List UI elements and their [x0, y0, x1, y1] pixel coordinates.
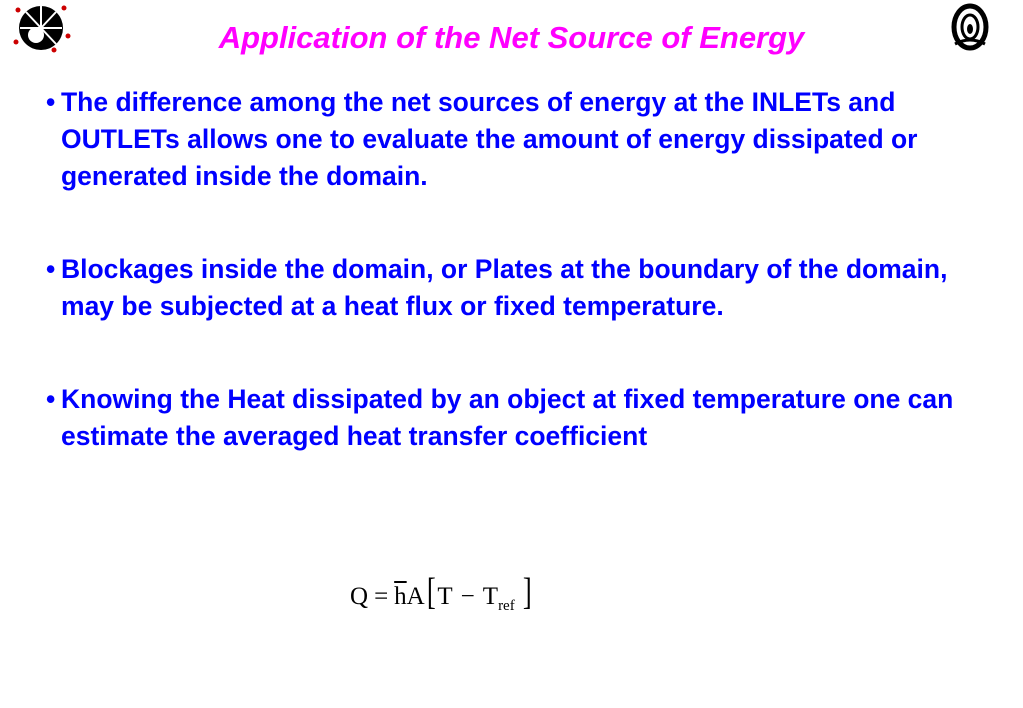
bullet-item	[44, 251, 974, 325]
heat-transfer-equation	[350, 571, 533, 620]
bullet-marker: •	[46, 87, 56, 117]
bullet-marker: •	[46, 254, 56, 284]
slide-title: Application of the Net Source of Energy	[218, 20, 805, 55]
bullet-text: Blockages inside the domain, or Plates at the boundary of the domain, may be subjected at a heat flux or fixed temperature.	[61, 254, 948, 321]
equation-open-bracket: [	[426, 571, 436, 613]
equation-tref-subscript: ref	[498, 598, 515, 614]
equation-equals: =	[374, 583, 389, 610]
bullet-text: The difference among the net sources of energy at the INLETs and OUTLETs allows one to evaluate the amount of energy dissipated or generated inside the domain.	[61, 87, 918, 191]
bullet-text: Knowing the Heat dissipated by an object at fixed temperature one can estimate the averaged heat transfer coefficient	[61, 384, 954, 451]
equation-h-bar: $\overline{h}$	[394, 583, 407, 610]
bullet-item	[44, 84, 974, 195]
equation-area: A	[406, 583, 425, 610]
equation-minus: −	[460, 583, 475, 610]
equation-tref-base: T	[482, 583, 499, 610]
equation-temperature: T	[437, 583, 453, 610]
bullet-item	[44, 381, 974, 455]
bullet-list	[44, 84, 974, 455]
bullet-marker: •	[46, 384, 56, 414]
equation-close-bracket: ]	[522, 571, 532, 613]
equation-lhs: Q	[350, 583, 369, 610]
